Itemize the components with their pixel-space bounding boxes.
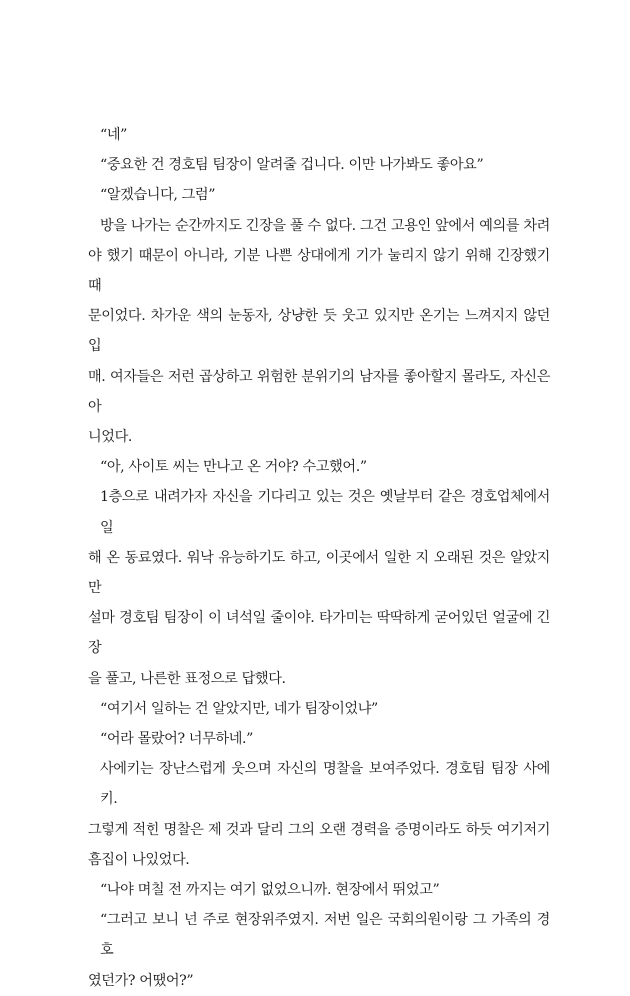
text-line: 흠집이 나있었다. [88,851,190,868]
narrative-paragraph [88,482,550,693]
text-line: “여기서 일하는 건 알았지만, 네가 팀장이었냐” [100,700,378,717]
text-line: 였던가? 어땠어?” [88,972,194,989]
dialogue-paragraph [88,120,550,150]
dialogue-paragraph [88,694,550,724]
narrative-paragraph [88,211,550,453]
text-line: “어라 몰랐어? 너무하네.” [100,731,253,748]
dialogue-paragraph [88,150,550,180]
dialogue-paragraph [88,180,550,210]
text-line: “네” [100,127,128,143]
dialogue-paragraph [88,452,550,482]
text-line: 해 온 동료였다. 워낙 유능하기도 하고, 이곳에서 일한 지 오래된 것은 알았지만 [88,549,550,597]
text-line: 사에키는 장난스럽게 웃으며 자신의 명찰을 보여주었다. 경호팀 팀장 사에키. [100,761,550,808]
text-line: 설마 경호팀 팀장이 이 녀석일 줄이야. 타가미는 딱딱하게 굳어있던 얼굴에 긴장 [88,610,550,657]
text-line: “중요한 건 경호팀 팀장이 알려줄 겁니다. 이만 나가봐도 좋아요” [100,157,484,174]
text-line: 을 풀고, 나른한 표정으로 답했다. [88,670,286,687]
text-line: “아, 사이토 씨는 만나고 온 거야? 수고했어.” [100,459,367,476]
text-line: 방을 나가는 순간까지도 긴장을 풀 수 없다. 그건 고용인 앞에서 예의를 차려 [100,217,550,234]
narrative-paragraph [88,754,550,875]
dialogue-paragraph [88,875,550,905]
text-line: “나야 며칠 전 까지는 여기 없었으니까. 현장에서 뛰었고” [100,882,440,899]
text-line: 1층으로 내려가자 자신을 기다리고 있는 것은 옛날부터 같은 경호업체에서 일 [100,489,550,536]
text-line: 야 했기 때문이 아니라, 기분 나쁜 상대에게 기가 눌리지 않기 위해 긴장했기 때 [88,247,550,295]
text-line: 문이었다. 차가운 색의 눈동자, 상냥한 듯 웃고 있지만 온기는 느껴지지 않던 입 [88,308,550,355]
dialogue-paragraph [88,905,550,996]
text-line: “알겠습니다, 그럼” [100,187,216,204]
text-line: 니었다. [88,429,133,446]
dialogue-paragraph [88,724,550,754]
text-line: 매. 여자들은 저런 곱상하고 위험한 분위기의 남자를 좋아할지 몰라도, 자신은 아 [88,368,550,415]
text-line: 그렇게 적힌 명찰은 제 것과 달리 그의 오랜 경력을 증명이라도 하듯 여기저기 [88,821,550,838]
text-line: “그러고 보니 넌 주로 현장위주였지. 저번 일은 국회의원이랑 그 가족의 경호 [100,912,550,959]
document-body [88,120,550,996]
